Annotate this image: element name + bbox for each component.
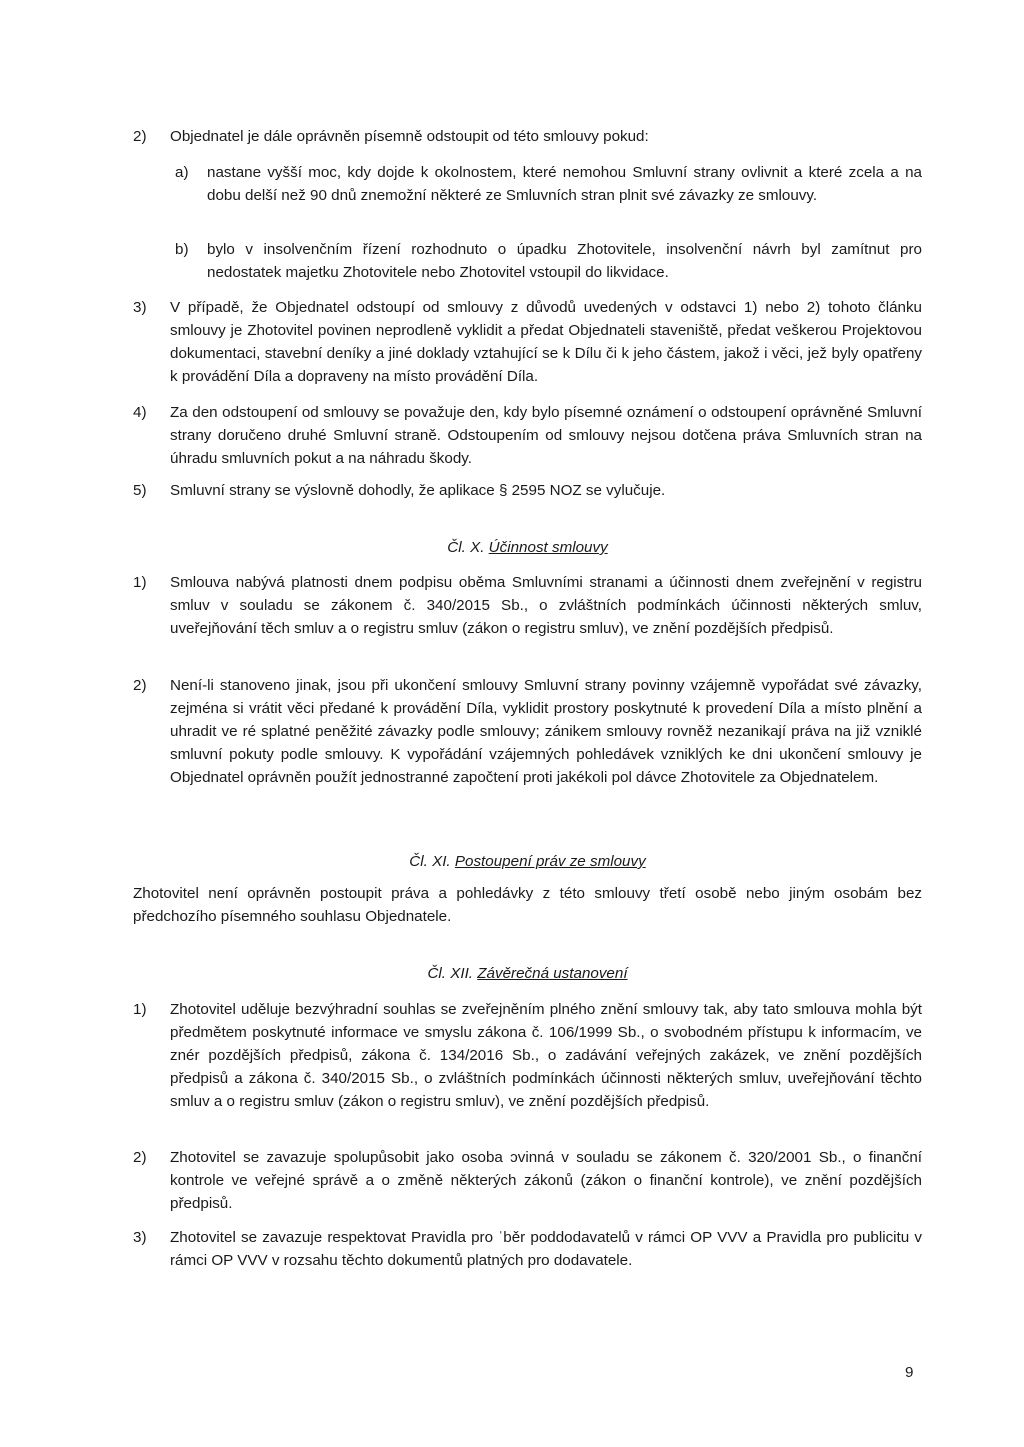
paragraph: Zhotovitel se zavazuje respektovat Pravidla pro ˈběr poddodavatelů v rámci OP VVV a Pravidla pro publicitu v rámci OP VVV v rozsahu těchto dokumentů platných pro dodavatele. — [170, 1229, 922, 1269]
heading-title: Účinnost smlouvy — [488, 539, 608, 556]
item-number: 1) — [133, 574, 147, 591]
section-heading — [133, 962, 922, 985]
page-number: 9 — [905, 1364, 914, 1381]
paragraph: bylo v insolvenčním řízení rozhodnuto o úpadku Zhotovitele, insolvenční návrh byl zamítnut pro nedostatek majetku Zhotovitele nebo Zhotovitel vstoupil do likvidace. — [207, 241, 922, 281]
paragraph: Objednatel je dále oprávněn písemně odstoupit od této smlouvy pokud: — [170, 128, 649, 145]
paragraph: Smlouva nabývá platnosti dnem podpisu oběma Smluvními stranami a účinnosti dnem zveřejnění v registru smluv v souladu se zákonem č. 340/2015 Sb., o zvláštních podmínkách účinnosti některých smluv, uveřejňování těch smluv a o registru smluv (zákon o registru smluv), ve znění pozdějších předpisů. — [170, 574, 922, 637]
heading-prefix: Čl. XI. — [409, 853, 451, 870]
item-letter: a) — [175, 164, 189, 181]
paragraph: Smluvní strany se výslovně dohodly, že aplikace § 2595 NOZ se vylučuje. — [170, 482, 666, 499]
section-heading — [133, 536, 922, 559]
paragraph: Zhotovitel uděluje bezvýhradní souhlas se zveřejněním plného znění smlouvy tak, aby tato smlouva mohla být předmětem poskytnuté informace ve smyslu zákona č. 106/1999 Sb., o svobodném přístupu k informacím, ve znér pozdějších předpisů, zákona č. 134/2016 Sb., o zadávání veřejných zakázek, ve znění pozdějších předpisů a zákona č. 340/2015 Sb., o zvláštních podmínkách účinnosti některých smluv, uveřejňování těchto smluv a o registru smluv (zákon o registru smluv), ve znění pozdějších předpisů. — [170, 1001, 922, 1110]
section-heading — [133, 850, 922, 873]
heading-prefix: Čl. X. — [447, 539, 485, 556]
paragraph: V případě, že Objednatel odstoupí od smlouvy z důvodů uvedených v odstavci 1) nebo 2) tohoto článku smlouvy je Zhotovitel povinen neprodleně vyklidit a předat Objednateli staveniště, předat veškerou Projektovou dokumentaci, stavební deníky a jiné doklady vztahující se k Dílu či k jeho částem, jakož i věci, jež byly opatřeny k provádění Díla a dopraveny na místo provádění Díla. — [170, 299, 922, 385]
item-letter: b) — [175, 241, 189, 258]
item-number: 3) — [133, 299, 147, 316]
paragraph: Není-li stanoveno jinak, jsou při ukončení smlouvy Smluvní strany povinny vzájemně vypořádat své závazky, zejména si vrátit věci předané k provádění Díla, vyklidit prostory poskytnuté k provedení Díla a místo plnění a uhradit ve ré splatné peněžité závazky podle smlouvy; zánikem smlouvy rovněž nezanikají práva na již vzniklé smluvní pokuty podle smlouvy. K vypořádání vzájemných pohledávek vzniklých ke dni ukončení smlouvy je Objednatel oprávněn použít jednostranné započtení proti jakékoli pol dávce Zhotovitele za Objednatelem. — [170, 677, 922, 786]
item-number: 3) — [133, 1229, 147, 1246]
paragraph: nastane vyšší moc, kdy dojde k okolnostem, které nemohou Smluvní strany ovlivnit a které zcela a na dobu delší než 90 dnů znemožní některé ze Smluvních stran plnit své závazky ze smlouvy. — [207, 164, 922, 204]
heading-prefix: Čl. XII. — [427, 965, 474, 982]
item-number: 4) — [133, 404, 147, 421]
paragraph: Zhotovitel se zavazuje spolupůsobit jako osoba ɔvinná v souladu se zákonem č. 320/2001 Sb., o finanční kontrole ve veřejné správě a o změně některých zákonů (zákon o finanční kontrole), ve znění pozdějších předpisů. — [170, 1149, 922, 1212]
paragraph: Za den odstoupení od smlouvy se považuje den, kdy bylo písemné oznámení o odstoupení oprávněné Smluvní strany doručeno druhé Smluvní straně. Odstoupením od smlouvy nejsou dotčena práva Smluvních stran na úhradu smluvních pokut a na náhradu škody. — [170, 404, 922, 467]
heading-title: Postoupení práv ze smlouvy — [454, 853, 646, 870]
item-number: 2) — [133, 1149, 147, 1166]
item-number: 5) — [133, 482, 147, 499]
item-number: 1) — [133, 1001, 147, 1018]
heading-title: Závěrečná ustanovení — [477, 965, 628, 982]
paragraph: Zhotovitel není oprávněn postoupit práva a pohledávky z této smlouvy třetí osobě nebo jiným osobám bez předchozího písemného souhlasu Objednatele. — [133, 885, 922, 925]
item-number: 2) — [133, 128, 147, 145]
item-number: 2) — [133, 677, 147, 694]
